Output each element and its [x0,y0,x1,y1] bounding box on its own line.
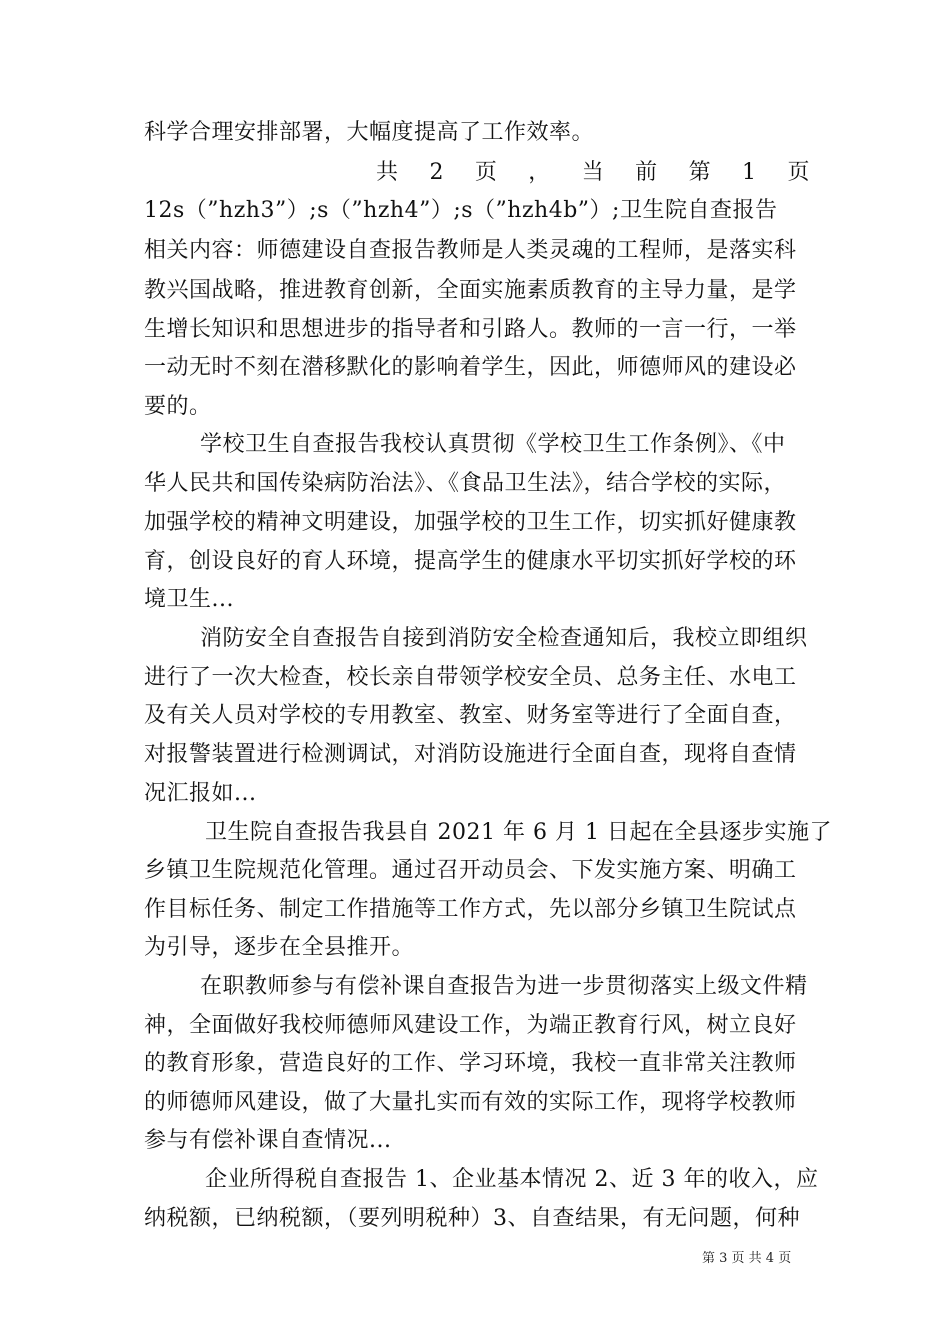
text-line: 参与有偿补课自查情况... [144,1128,392,1153]
text-line: 进行了一次大检查，校长亲自带领学校安全员、总务主任、水电工 [144,665,797,690]
text-line: 育，创设良好的育人环境，提高学生的健康水平切实抓好学校的环 [144,549,797,574]
text-line: 12s（”hzh3”）;s（”hzh4”）;s（”hzh4b”）;卫生院自查报告 [144,198,778,223]
text-line: 一动无时不刻在潜移默化的影响着学生，因此，师德师风的建设必 [144,355,797,380]
text-line: 科学合理安排部署，大幅度提高了工作效率。 [144,120,595,145]
text-line: 加强学校的精神文明建设，加强学校的卫生工作，切实抓好健康教 [144,510,797,535]
text-line: 企业所得税自查报告 1、企业基本情况 2、近 3 年的收入，应 [205,1167,819,1192]
pager-char: 页 [787,160,810,185]
text-line: 卫生院自查报告我县自 2021 年 6 月 1 日起在全县逐步实施了 [205,820,832,845]
pager-char: 当 [581,160,605,185]
text-line: 况汇报如... [144,781,257,806]
text-line: 消防安全自查报告自接到消防安全检查通知后，我校立即组织 [200,626,808,651]
text-line: 相关内容：师德建设自查报告教师是人类灵魂的工程师，是落实科 [144,238,797,263]
text-line: 神，全面做好我校师德师风建设工作，为端正教育行风，树立良好 [144,1013,797,1038]
pager-char: ， [528,160,551,185]
inline-page-counter [376,155,810,191]
text-line: 乡镇卫生院规范化管理。通过召开动员会、下发实施方案、明确工 [144,858,797,883]
text-line: 对报警装置进行检测调试，对消防设施进行全面自查，现将自查情 [144,742,797,767]
text-line: 为引导，逐步在全县推开。 [144,935,415,960]
pager-char: 1 [742,160,757,185]
pager-char: 2 [429,160,444,185]
pager-char: 共 [376,160,399,185]
pager-char: 第 [688,160,712,185]
page-footer: 第 3 页 共 4 页 [702,1251,792,1266]
text-line: 在职教师参与有偿补课自查报告为进一步贯彻落实上级文件精 [200,974,808,999]
text-line: 生增长知识和思想进步的指导者和引路人。教师的一言一行，一举 [144,317,797,342]
text-line: 的教育形象，营造良好的工作、学习环境，我校一直非常关注教师 [144,1051,797,1076]
text-line: 作目标任务、制定工作措施等工作方式，先以部分乡镇卫生院试点 [144,897,797,922]
text-line: 境卫生... [144,587,234,612]
pager-char: 页 [474,160,498,185]
text-line: 教兴国战略，推进教育创新，全面实施素质教育的主导力量，是学 [144,278,797,303]
text-line: 要的。 [144,394,212,419]
text-line: 纳税额，已纳税额，（要列明税种）3、自查结果，有无问题，何种 [144,1206,800,1231]
text-line: 学校卫生自查报告我校认真贯彻《学校卫生工作条例》、《中 [200,432,786,457]
text-line: 及有关人员对学校的专用教室、教室、财务室等进行了全面自查， [144,703,797,728]
text-line: 的师德师风建设，做了大量扎实而有效的实际工作，现将学校教师 [144,1090,797,1115]
text-line: 华人民共和国传染病防治法》、《食品卫生法》，结合学校的实际， [144,471,787,496]
pager-char: 前 [635,160,658,185]
